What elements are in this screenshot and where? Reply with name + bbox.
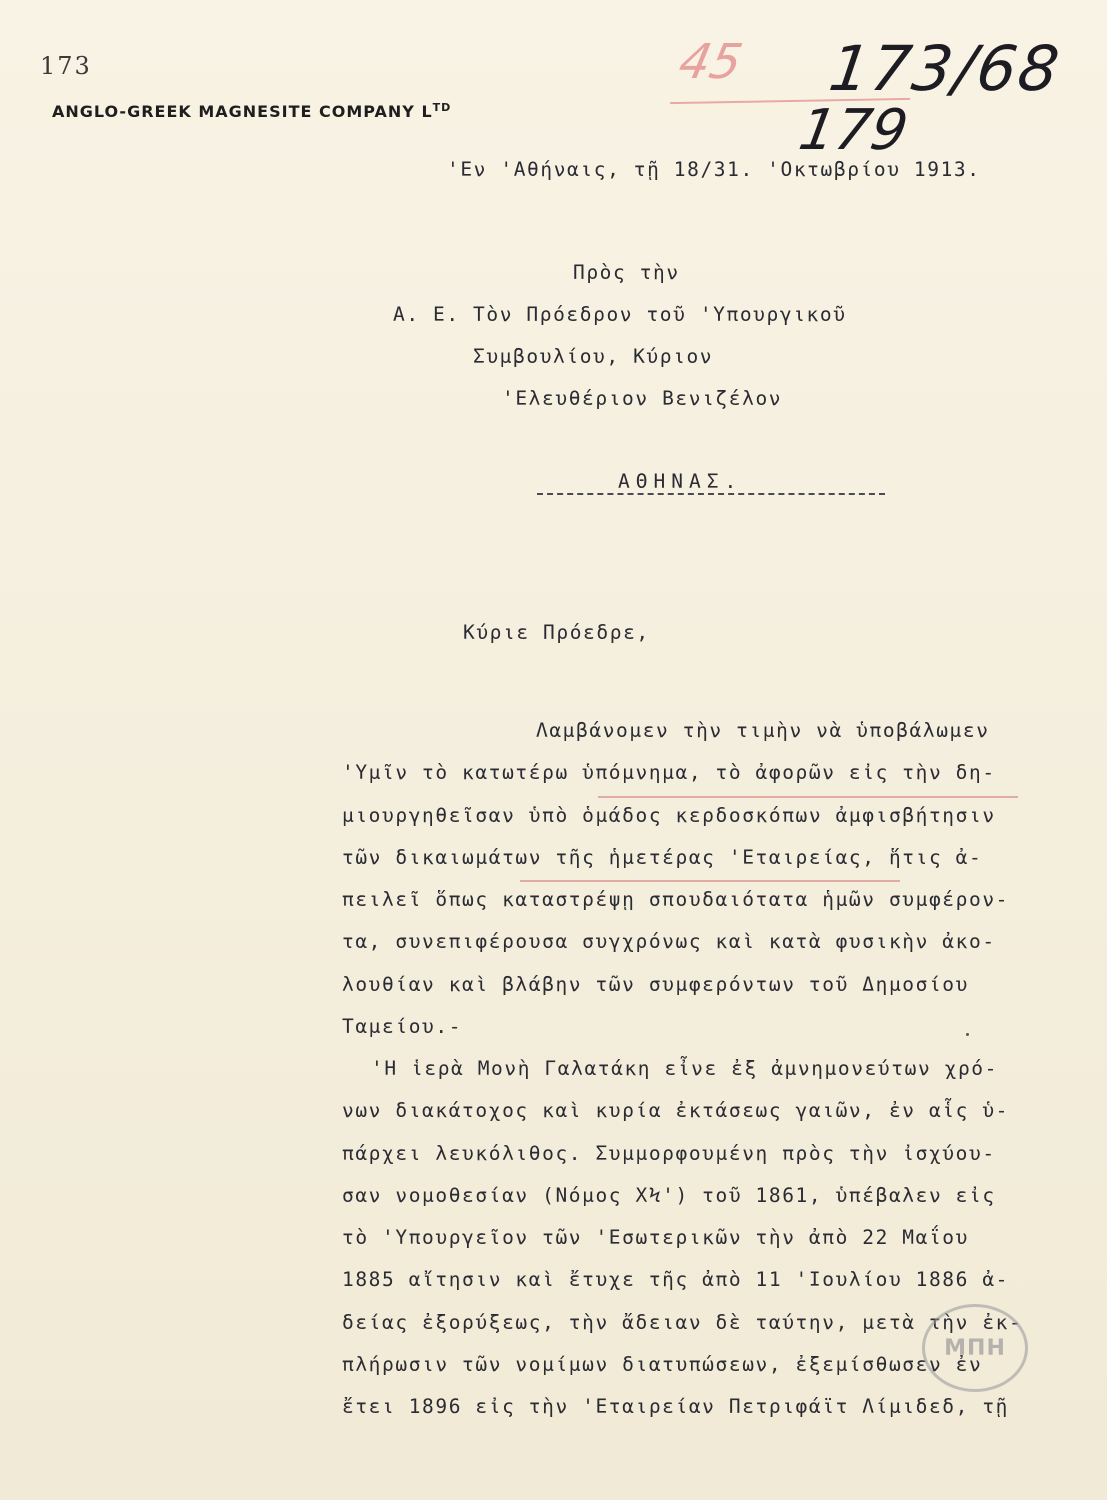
- body-line: τῶν δικαιωμάτων τῆς ἡμετέρας 'Εταιρείας, ἥτις ἀ-: [342, 846, 983, 869]
- red-underline: [598, 796, 1018, 798]
- body-line: ἔτει 1896 εἰς τὴν 'Εταιρείαν Πετριφάϊτ Λίμιδεδ, τῇ: [342, 1395, 1009, 1418]
- body-line: 'Η ἱερὰ Μονὴ Γαλατάκη εἶνε ἐξ ἀμνημονεύτων χρό-: [371, 1057, 998, 1080]
- body-line: μιουργηθεῖσαν ὑπὸ ὁμάδος κερδοσκόπων ἀμφισβήτησιν: [342, 804, 996, 827]
- body-line: λουθίαν καὶ βλάβην τῶν συμφερόντων τοῦ Δημοσίου: [342, 973, 969, 996]
- body-line: νων διακάτοχος καὶ κυρία ἐκτάσεως γαιῶν, ἐν αἷς ὑ-: [342, 1099, 1009, 1122]
- handwritten-reference: 173/68: [824, 32, 1066, 105]
- company-letterhead: [52, 101, 451, 121]
- handwritten-number: 179: [794, 98, 913, 163]
- address-line-4: 'Ελευθέριον Βενιζέλον: [502, 387, 783, 410]
- body-line: πάρχει λευκόλιθος. Συμμορφουμένη πρὸς τὴν ἰσχύου-: [342, 1142, 996, 1165]
- body-line: 'Υμῖν τὸ κατωτέρω ὑπόμνημα, τὸ ἀφορῶν εἰς τὴν δη-: [342, 761, 996, 784]
- body-line: πειλεῖ ὅπως καταστρέψῃ σπουδαιότατα ἡμῶν συμφέρον-: [342, 888, 1009, 911]
- body-line: Ταμείου.-: [342, 1015, 463, 1038]
- body-line: 1885 αἴτησιν καὶ ἔτυχε τῆς ἀπὸ 11 'Ιουλίου 1886 ἀ-: [342, 1268, 1009, 1291]
- ink-mark: [966, 1033, 969, 1036]
- red-handwritten-number: 45: [674, 34, 748, 90]
- red-underline: [520, 880, 900, 882]
- address-line-1: Πρὸς τὴν: [573, 261, 680, 284]
- address-line-2: Α. Ε. Τὸν Πρόεδρον τοῦ 'Υπουργικοῦ: [393, 303, 847, 326]
- date-line: 'Εν 'Αθήναις, τῇ 18/31. 'Οκτωβρίου 1913.: [447, 158, 981, 181]
- salutation: Κύριε Πρόεδρε,: [463, 621, 650, 644]
- body-line: Λαμβάνομεν τὴν τιμὴν νὰ ὑποβάλωμεν: [536, 719, 990, 742]
- company-suffix: TD: [432, 101, 452, 114]
- body-line: πλήρωσιν τῶν νομίμων διατυπώσεων, ἐξεμίσθωσεν ἐν: [342, 1353, 983, 1376]
- address-city: ΑΘΗΝΑΣ.: [618, 470, 743, 493]
- address-line-3: Συμβουλίου, Κύριον: [473, 345, 714, 368]
- archive-stamp: ΜΠΗ: [922, 1304, 1028, 1392]
- body-line: τὸ 'Υπουργεῖον τῶν 'Εσωτερικῶν τὴν ἀπὸ 22 Μαΐου: [342, 1226, 969, 1249]
- body-line: τα, συνεπιφέρουσα συγχρόνως καὶ κατὰ φυσικὴν ἀκο-: [342, 930, 996, 953]
- page-number: 173: [40, 52, 92, 80]
- body-line: δείας ἐξορύξεως, τὴν ἄδειαν δὲ ταύτην, μετὰ τὴν ἐκ-: [342, 1311, 1023, 1334]
- company-name: ANGLO-GREEK MAGNESITE COMPANY L: [52, 102, 433, 121]
- body-line: σαν νομοθεσίαν (Νόμος ΧϞ') τοῦ 1861, ὑπέβαλεν εἰς: [342, 1184, 996, 1207]
- dashed-divider: [537, 493, 885, 495]
